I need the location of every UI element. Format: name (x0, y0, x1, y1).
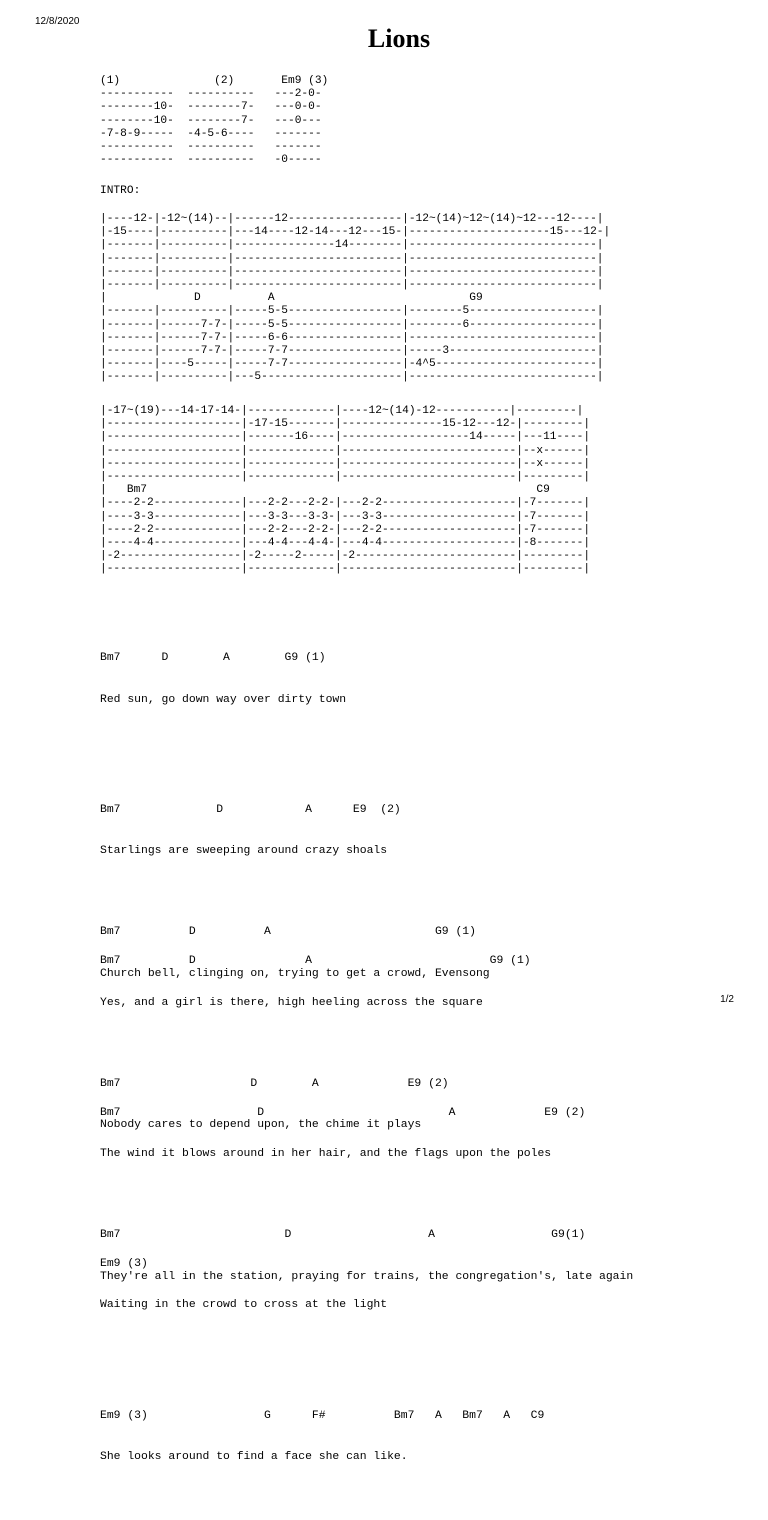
intro-label: INTRO: (100, 185, 141, 197)
page-number: 1/2 (720, 994, 734, 1005)
lyric-stanza (100, 1050, 633, 1160)
chord-line: Em9 (3) G F# Bm7 A Bm7 A C9 (100, 1409, 545, 1422)
lyric-stanza (100, 1202, 633, 1312)
lyric-line: Yes, and a girl is there, high heeling across the square (100, 996, 483, 1009)
lyric-line: The wind it blows around in her hair, and the flags upon the poles (100, 1147, 552, 1160)
chord-line: Bm7 D A G9 (1) (100, 955, 531, 968)
lyric-line: Starlings are sweeping around crazy shoals (100, 845, 388, 858)
lyric-stanza (100, 625, 585, 735)
lyric-stanza (100, 776, 585, 886)
lyric-stanza (100, 899, 633, 1009)
intro-tab-system-1: |----12-|-12~(14)--|------12-----------------|-12~(14)~12~(14)~12---12----| |-15----|----------|---14----12-14---12---15-|---------------------15---12-| |-------|----------|---------------14--------|----------------------------| |-------|----------|-------------------------|----------------------------| |-------|----------|-------------------------|----------------------------| |-------|----------|-------------------------|----------------------------| | D A G9 |-------|----------|-----5-5-----------------|--------5-------------------| |-------|------7-7-|-----5-5-----------------|--------6-------------------| |-------|------7-7-|-----6-6-----------------|----------------------------| |-------|------7-7-|-----7-7-----------------|-----3----------------------| |-------|----5-----|-----7-7-----------------|-4^5------------------------| |-------|----------|---5---------------------|----------------------------| (100, 213, 611, 384)
chord-diagrams: (1) (2) Em9 (3) ----------- ---------- ---2-0- --------10- --------7- ---0-0- --------10- --------7- ---0--- -7-8-9----- -4-5-6---- ------- ----------- ---------- ------- ----------- ---------- -0----- (100, 75, 329, 167)
lyric-line: She looks around to find a face she can like. (100, 1450, 408, 1463)
chord-line: Em9 (3) (100, 1258, 148, 1271)
chord-line: Bm7 D A G9(1) (100, 1229, 586, 1242)
print-date: 12/8/2020 (35, 16, 80, 27)
chord-line: Bm7 D A E9 (2) (100, 803, 401, 816)
intro-tab-system-2: |-17~(19)---14-17-14-|-------------|----12~(14)-12-----------|---------| |--------------------|-17-15-------|---------------15-12---12-|---------| |--------------------|-------16----|-------------------14-----|---11----| |--------------------|-------------|--------------------------|--x------| |--------------------|-------------|--------------------------|--x------| |--------------------|-------------|--------------------------|---------| | Bm7 C9 |----2-2-------------|---2-2---2-2-|---2-2--------------------|-7-------| |----3-3-------------|---3-3---3-3-|---3-3--------------------|-7-------| |----2-2-------------|---2-2---2-2-|---2-2--------------------|-7-------| |----4-4-------------|---4-4---4-4-|---4-4--------------------|-8-------| |-2------------------|-2-----2-----|-2------------------------|---------| |--------------------|-------------|--------------------------|---------| (100, 405, 591, 576)
chord-line: Bm7 D A G9 (1) (100, 926, 476, 939)
chord-line: Bm7 D A G9 (1) (100, 652, 326, 665)
lyric-line: They're all in the station, praying for trains, the congregation's, late again (100, 1270, 634, 1283)
lyric-stanza (100, 1382, 585, 1492)
chord-line: Bm7 D A E9 (2) (100, 1077, 449, 1090)
chord-line: Bm7 D A E9 (2) (100, 1106, 586, 1119)
lyric-line: Nobody cares to depend upon, the chime it plays (100, 1119, 422, 1132)
lyrics-section-verse-2 (100, 871, 633, 1339)
lyric-line: Church bell, clinging on, trying to get a crowd, Evensong (100, 967, 490, 980)
song-title: Lions (367, 24, 431, 53)
lyric-line: Red sun, go down way over dirty town (100, 693, 347, 706)
lyric-line: Waiting in the crowd to cross at the light (100, 1299, 388, 1312)
